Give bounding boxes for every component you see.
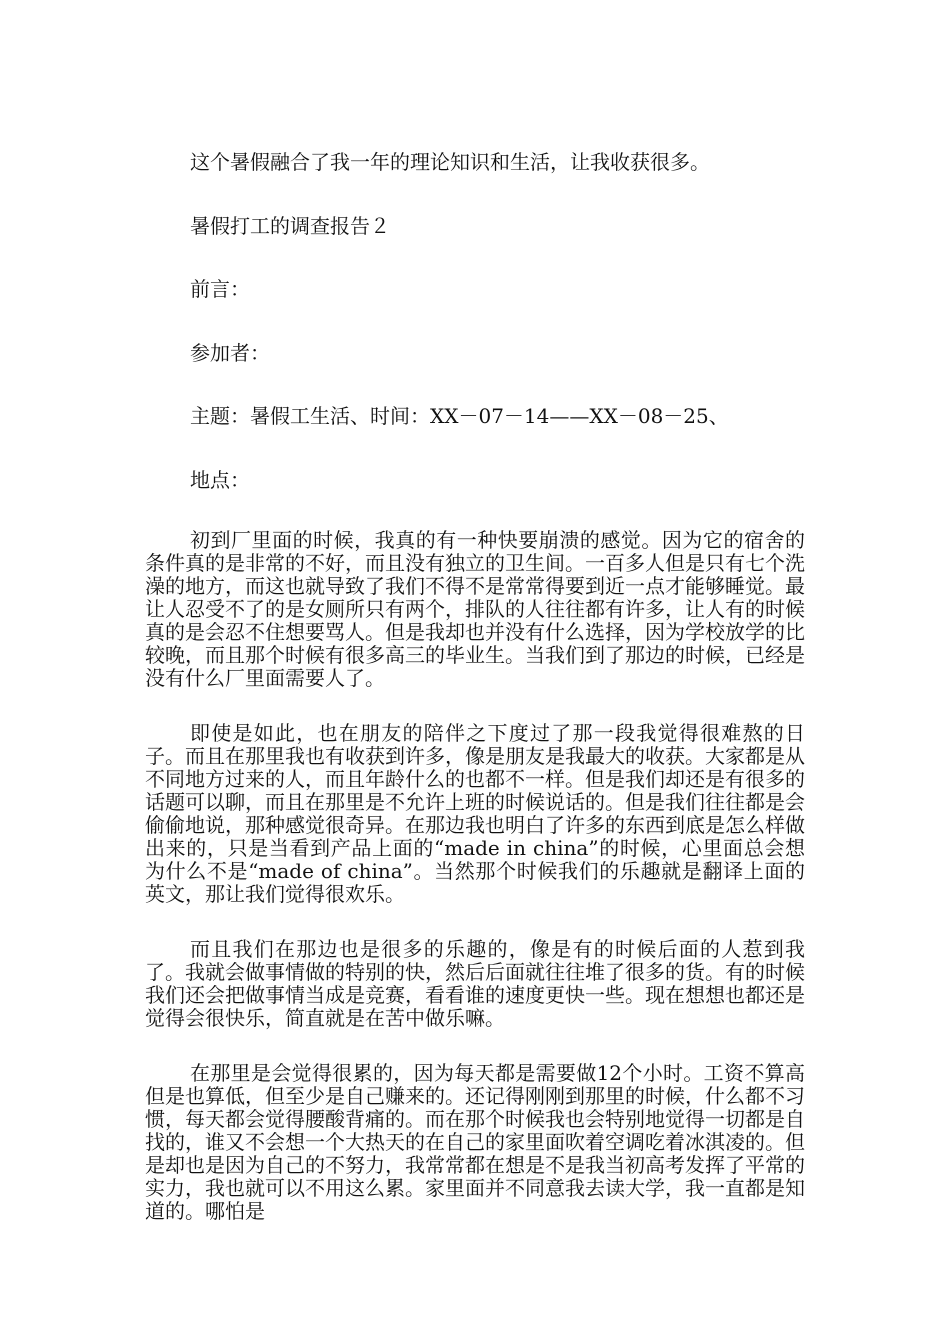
preface-label: 前言： <box>190 277 250 301</box>
body-paragraph: 在那里是会觉得很累的，因为每天都是需要做12个小时。工资不算高但是也算低，但至少是自己赚来的。还记得刚刚到那里的时候，什么都不习惯，每天都会觉得腰酸背痛的。而在那个时候我也会特别地觉得一切都是自找的，谁又不会想一个大热天的在自己的家里面吹着空调吃着冰淇凌的。但是却也是因为自己的不努力，我常常都在想是不是我当初高考发挥了平常的实力，我也就可以不用这么累。家里面并不同意我去读大学，我一直都是知道的。哪怕是 <box>145 1061 805 1223</box>
theme-and-time-line: 主题：暑假工生活、时间：XX－07－14——XX－08－25、 <box>190 404 729 428</box>
report-title: 暑假打工的调查报告２ <box>190 213 390 238</box>
body-paragraph: 而且我们在那边也是很多的乐趣的，像是有的时候后面的人惹到我了。我就会做事情做的特别的快，然后后面就往往堆了很多的货。有的时候我们还会把做事情当成是竞赛，看看谁的速度更快一些。现在想想也都还是觉得会很快乐，简直就是在苦中做乐嘛。 <box>145 937 805 1030</box>
document-body <box>145 148 805 1223</box>
closing-sentence: 这个暑假融合了我一年的理论知识和生活，让我收获很多。 <box>190 150 710 174</box>
location-label: 地点： <box>190 467 250 492</box>
body-paragraph: 初到厂里面的时候，我真的有一种快要崩溃的感觉。因为它的宿舍的条件真的是非常的不好，而且没有独立的卫生间。一百多人但是只有七个洗澡的地方，而这也就导致了我们不得不是常常得要到近一点才能够睡觉。最让人忍受不了的是女厕所只有两个，排队的人往往都有许多，让人有的时候真的是会忍不住想要骂人。但是我却也并没有什么选择，因为学校放学的比较晚，而且那个时候有很多高三的毕业生。当我们到了那边的时候，已经是没有什么厂里面需要人了。 <box>145 528 805 690</box>
participants-label: 参加者： <box>190 340 270 365</box>
body-paragraph: 即使是如此，也在朋友的陪伴之下度过了那一段我觉得很难熬的日子。而且在那里我也有收获到许多，像是朋友是我最大的收获。大家都是从不同地方过来的人，而且年龄什么的也都不一样。但是我们却还是有很多的话题可以聊，而且在那里是不允许上班的时候说话的。但是我们往往都是会偷偷地说，那种感觉很奇异。在那边我也明白了许多的东西到底是怎么样做出来的，只是当看到产品上面的“made in china”的时候，心里面总会想为什么不是“made of china”。当然那个时候我们的乐趣就是翻译上面的英文，那让我们觉得很欢乐。 <box>145 721 805 906</box>
